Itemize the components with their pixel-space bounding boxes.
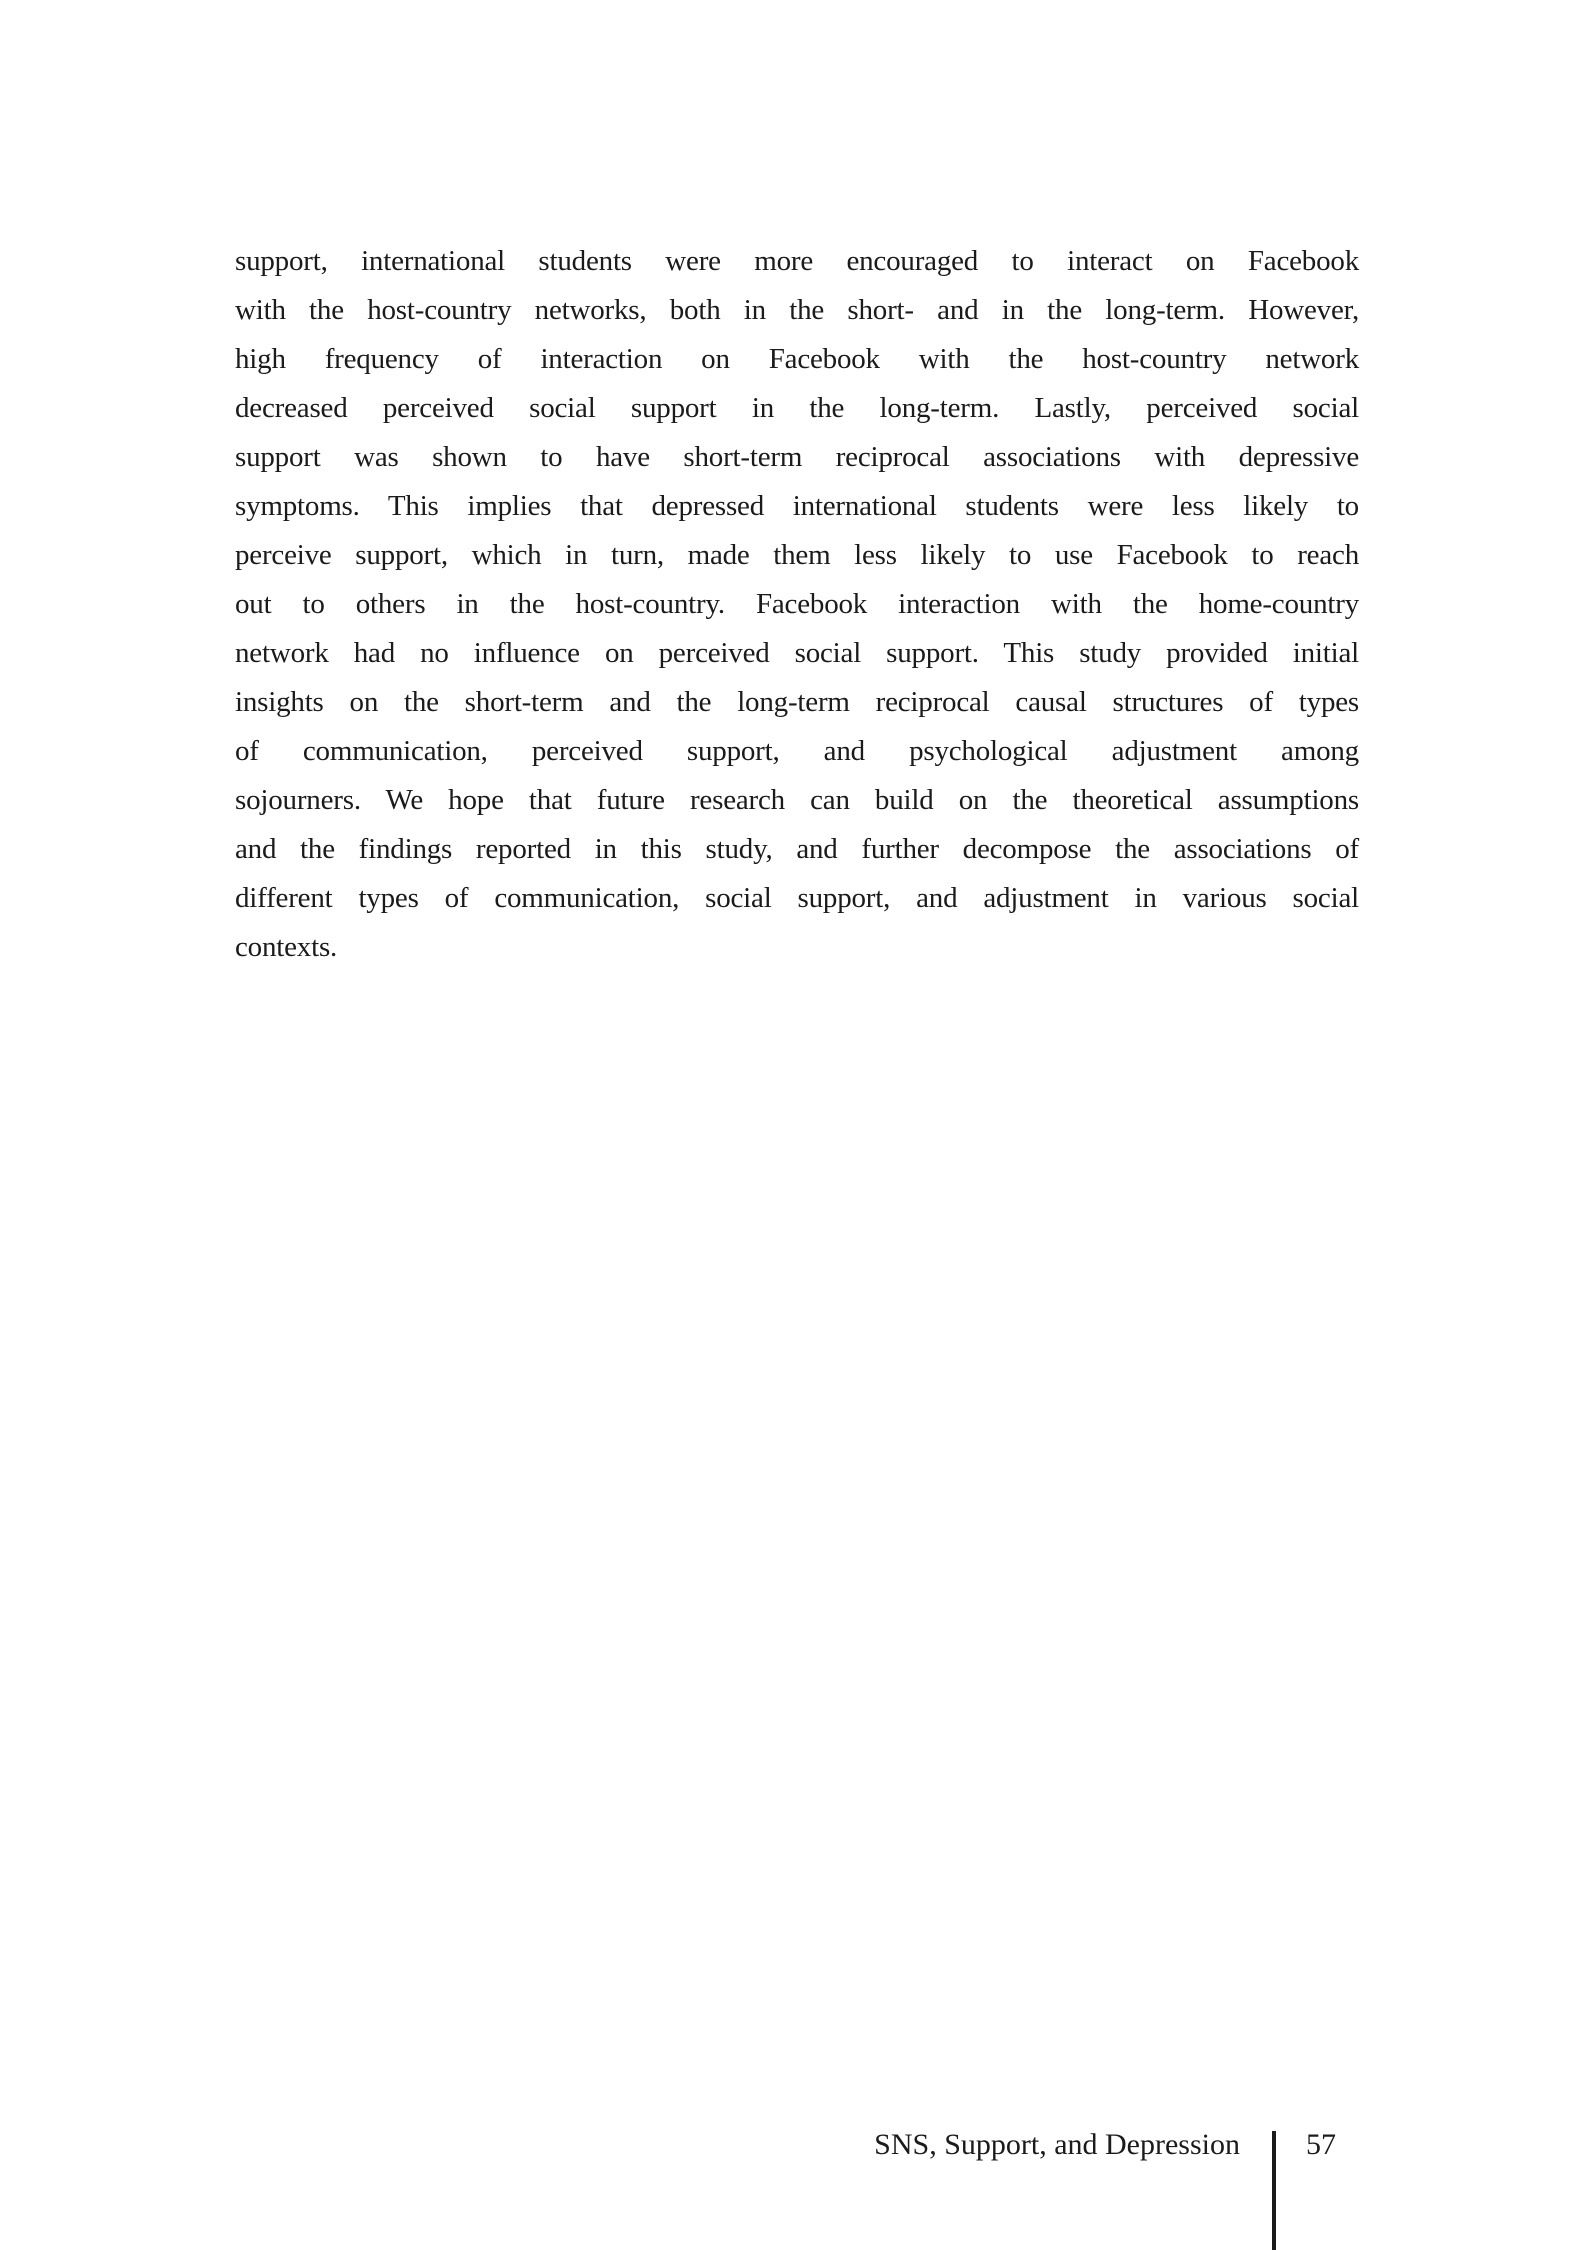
body-line: decreased perceived social support in the long-term. Lastly, perceived social bbox=[235, 392, 1359, 424]
body-line: and the findings reported in this study, and further decompose the associations of bbox=[235, 833, 1359, 865]
body-line: high frequency of interaction on Facebook with the host-country network bbox=[235, 343, 1359, 375]
body-paragraph bbox=[235, 237, 1359, 972]
body-line: different types of communication, social support, and adjustment in various social bbox=[235, 882, 1359, 914]
body-line: of communication, perceived support, and psychological adjustment among bbox=[235, 735, 1359, 767]
body-line: insights on the short-term and the long-term reciprocal causal structures of types bbox=[235, 686, 1359, 718]
body-line: sojourners. We hope that future research can build on the theoretical assumptions bbox=[235, 784, 1359, 816]
body-line: support was shown to have short-term reciprocal associations with depressive bbox=[235, 441, 1359, 473]
body-line: contexts. bbox=[235, 931, 338, 963]
body-line: perceive support, which in turn, made them less likely to use Facebook to reach bbox=[235, 539, 1359, 571]
footer-divider-rule bbox=[1272, 2131, 1276, 2250]
body-line: out to others in the host-country. Facebook interaction with the home-country bbox=[235, 588, 1359, 620]
body-line: with the host-country networks, both in the short- and in the long-term. However, bbox=[235, 294, 1359, 326]
footer-page-number: 57 bbox=[1306, 2128, 1336, 2161]
body-line: support, international students were more encouraged to interact on Facebook bbox=[235, 245, 1359, 277]
body-line: network had no influence on perceived social support. This study provided initial bbox=[235, 637, 1359, 669]
body-line: symptoms. This implies that depressed international students were less likely to bbox=[235, 490, 1359, 522]
footer-running-head: SNS, Support, and Depression bbox=[874, 2128, 1240, 2161]
